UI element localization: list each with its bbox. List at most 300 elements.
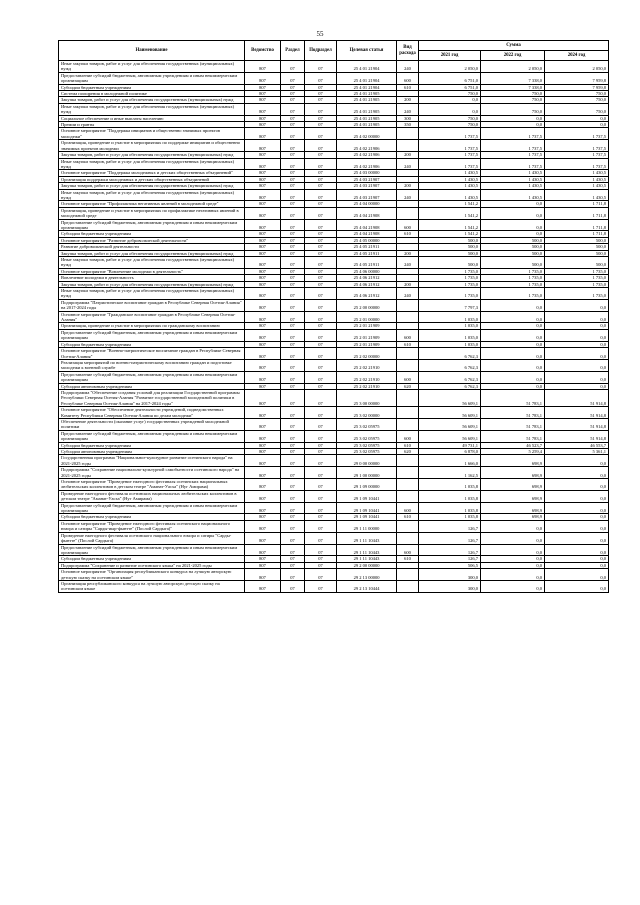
row-sum-2021: 500,0 [419, 237, 481, 243]
row-section: 07 [281, 183, 305, 189]
row-subsection: 07 [305, 84, 337, 90]
row-subsection: 07 [305, 532, 337, 544]
row-section: 07 [281, 115, 305, 121]
row-expense-type [397, 520, 419, 532]
row-target-article: 25 4 04 00000 [337, 201, 397, 207]
row-sum-2022: 0,0 [481, 299, 545, 311]
row-name: Основное мероприятие "Гражданское воспитание граждан в Республике Северная Осетия-Алания" [59, 311, 245, 323]
row-sum-2024: 0,0 [545, 455, 609, 467]
row-ministry: 807 [245, 207, 281, 219]
row-name: Основное мероприятие "Проведение ежегодного фестиваля осетинского национального юмора и сатиры "Сарды-иыр-фынтте" (Послой Сардыга)" [59, 520, 245, 532]
row-sum-2024: 0,0 [545, 479, 609, 491]
row-expense-type: 610 [397, 341, 419, 347]
row-name: Премии и гранты [59, 122, 245, 128]
row-expense-type: 610 [397, 84, 419, 90]
row-ministry: 807 [245, 520, 281, 532]
row-ministry: 807 [245, 288, 281, 300]
row-sum-2021: 1 737,5 [419, 140, 481, 152]
row-sum-2022: 0,0 [481, 348, 545, 360]
row-subsection: 07 [305, 103, 337, 115]
row-sum-2021: 1 541,2 [419, 219, 481, 231]
table-body [59, 61, 609, 593]
table-header [59, 41, 609, 61]
table-row [59, 455, 609, 467]
row-sum-2024: 51 914,8 [545, 407, 609, 419]
row-ministry: 807 [245, 389, 281, 406]
row-expense-type: 350 [397, 122, 419, 128]
row-name: Основное мероприятие "Поддержка инициатив и общественно значимых проектов молодежи" [59, 128, 245, 140]
header-year-2024: 2024 год [545, 51, 609, 61]
row-ministry: 807 [245, 502, 281, 514]
row-sum-2022: 1 737,5 [481, 140, 545, 152]
row-target-article: 25 2 01 21909 [337, 329, 397, 341]
row-target-article: 29 1 11 10443 [337, 556, 397, 562]
row-sum-2022: 0,0 [481, 323, 545, 329]
row-ministry: 807 [245, 250, 281, 256]
row-section: 07 [281, 201, 305, 207]
row-target-article: 29 1 11 00000 [337, 520, 397, 532]
row-sum-2022: 0,0 [481, 359, 545, 371]
row-sum-2021: 126,7 [419, 520, 481, 532]
row-sum-2024: 0,0 [545, 569, 609, 581]
row-sum-2024: 51 914,8 [545, 389, 609, 406]
row-sum-2021: 126,7 [419, 556, 481, 562]
row-ministry: 807 [245, 514, 281, 520]
row-name: Субсидии бюджетным учреждениям [59, 514, 245, 520]
table-row [59, 189, 609, 201]
row-subsection: 07 [305, 580, 337, 592]
row-name: Иные закупки товаров, работ и услуг для обеспечения государственных (муниципальных) нужд [59, 103, 245, 115]
row-section: 07 [281, 128, 305, 140]
row-ministry: 807 [245, 442, 281, 448]
row-sum-2022: 51 783,1 [481, 430, 545, 442]
row-sum-2022: 0,0 [481, 115, 545, 121]
row-name: Субсидии автономным учреждениям [59, 383, 245, 389]
row-section: 07 [281, 299, 305, 311]
row-sum-2021: 6 878,0 [419, 449, 481, 455]
row-sum-2024: 750,0 [545, 91, 609, 97]
row-target-article: 29 2 13 10444 [337, 580, 397, 592]
row-section: 07 [281, 580, 305, 592]
row-sum-2024: 1 735,0 [545, 275, 609, 281]
row-section: 07 [281, 348, 305, 360]
row-target-article: 25 3 00 00000 [337, 389, 397, 406]
row-section: 07 [281, 371, 305, 383]
row-sum-2021: 1 035,8 [419, 479, 481, 491]
row-ministry: 807 [245, 580, 281, 592]
row-sum-2024: 500,0 [545, 257, 609, 269]
row-sum-2021: 1 541,2 [419, 201, 481, 207]
row-sum-2022: 1 735,0 [481, 281, 545, 287]
row-sum-2022: 0,0 [481, 383, 545, 389]
row-target-article: 29 1 09 10441 [337, 490, 397, 502]
row-sum-2024: 0,0 [545, 580, 609, 592]
row-name: Иные закупки товаров, работ и услуг для обеспечения государственных (муниципальных) нужд [59, 61, 245, 73]
row-sum-2022: 500,0 [481, 244, 545, 250]
row-sum-2024: 1 735,0 [545, 288, 609, 300]
row-sum-2022: 0,0 [481, 580, 545, 592]
row-target-article: 25 4 02 21906 [337, 140, 397, 152]
row-sum-2021: 0,0 [419, 97, 481, 103]
row-target-article: 29 1 11 10443 [337, 544, 397, 556]
row-target-article: 25 3 02 00000 [337, 407, 397, 419]
row-subsection: 07 [305, 219, 337, 231]
row-ministry: 807 [245, 140, 281, 152]
row-expense-type: 610 [397, 514, 419, 520]
row-ministry: 807 [245, 268, 281, 274]
row-subsection: 07 [305, 442, 337, 448]
row-name: Предоставление субсидий бюджетным, автономным учреждениям и иным некоммерческим организациям [59, 502, 245, 514]
table-row [59, 103, 609, 115]
table-row [59, 329, 609, 341]
row-sum-2021: 1 737,5 [419, 152, 481, 158]
row-ministry: 807 [245, 299, 281, 311]
row-sum-2024: 750,0 [545, 103, 609, 115]
row-sum-2024: 1 737,5 [545, 140, 609, 152]
row-ministry: 807 [245, 371, 281, 383]
row-section: 07 [281, 268, 305, 274]
row-expense-type: 200 [397, 281, 419, 287]
row-ministry: 807 [245, 183, 281, 189]
row-sum-2022: 0,0 [481, 520, 545, 532]
row-ministry: 807 [245, 231, 281, 237]
row-section: 07 [281, 237, 305, 243]
row-ministry: 807 [245, 244, 281, 250]
row-sum-2021: 1 430,5 [419, 189, 481, 201]
table-row [59, 532, 609, 544]
row-section: 07 [281, 467, 305, 479]
row-expense-type: 600 [397, 219, 419, 231]
row-name: Закупка товаров, работ и услуг для обеспечения государственных (муниципальных) нужд [59, 250, 245, 256]
row-sum-2021: 49 731,1 [419, 442, 481, 448]
row-subsection: 07 [305, 544, 337, 556]
row-subsection: 07 [305, 115, 337, 121]
row-sum-2024: 0,0 [545, 544, 609, 556]
row-subsection: 07 [305, 341, 337, 347]
row-name: Основное мероприятие "Вовлечение молодежи в деятельность" [59, 268, 245, 274]
row-section: 07 [281, 479, 305, 491]
row-sum-2022: 7 338,0 [481, 84, 545, 90]
row-subsection: 07 [305, 72, 337, 84]
row-sum-2024: 500,0 [545, 250, 609, 256]
row-expense-type: 240 [397, 158, 419, 170]
row-name: Организация, проведение и участие в мероприятиях по профилактике негативных явлений в молодежной среде [59, 207, 245, 219]
row-sum-2021: 6 751,0 [419, 84, 481, 90]
row-sum-2022: 698,9 [481, 467, 545, 479]
row-sum-2024: 500,0 [545, 237, 609, 243]
row-section: 07 [281, 122, 305, 128]
row-expense-type: 600 [397, 544, 419, 556]
header-expense-type: Вид расхода [397, 41, 419, 61]
row-ministry: 807 [245, 467, 281, 479]
row-expense-type: 600 [397, 502, 419, 514]
row-expense-type: 200 [397, 152, 419, 158]
row-sum-2022: 0,0 [481, 231, 545, 237]
row-sum-2021: 56 609,1 [419, 430, 481, 442]
row-sum-2024: 1 430,5 [545, 183, 609, 189]
row-sum-2022: 1 430,5 [481, 170, 545, 176]
row-sum-2024: 0,0 [545, 467, 609, 479]
row-section: 07 [281, 442, 305, 448]
row-expense-type [397, 128, 419, 140]
row-subsection: 07 [305, 268, 337, 274]
row-section: 07 [281, 257, 305, 269]
row-target-article: 25 4 01 21904 [337, 84, 397, 90]
row-target-article: 25 2 01 00000 [337, 311, 397, 323]
row-target-article: 25 4 06 00000 [337, 268, 397, 274]
row-section: 07 [281, 455, 305, 467]
row-target-article: 25 4 01 21904 [337, 72, 397, 84]
row-sum-2024: 0,0 [545, 562, 609, 568]
row-subsection: 07 [305, 176, 337, 182]
row-name: Организация республиканского конкурса на лучшую авторскую детскую сказку на осетинском языке [59, 580, 245, 592]
row-sum-2021: 2 050,0 [419, 61, 481, 73]
row-target-article: 25 2 00 00000 [337, 299, 397, 311]
row-sum-2022: 0,0 [481, 207, 545, 219]
row-expense-type [397, 389, 419, 406]
header-target-article: Целевая статья [337, 41, 397, 61]
row-ministry: 807 [245, 329, 281, 341]
row-ministry: 807 [245, 569, 281, 581]
row-sum-2021: 56 609,1 [419, 418, 481, 430]
row-sum-2021: 506,5 [419, 562, 481, 568]
row-expense-type: 200 [397, 183, 419, 189]
row-subsection: 07 [305, 207, 337, 219]
row-sum-2022: 2 050,0 [481, 61, 545, 73]
row-target-article: 29 2 00 00000 [337, 562, 397, 568]
row-name: Закупка товаров, работ и услуг для обеспечения государственных (муниципальных) нужд [59, 152, 245, 158]
row-ministry: 807 [245, 556, 281, 562]
row-section: 07 [281, 61, 305, 73]
row-expense-type [397, 407, 419, 419]
row-sum-2021: 300,0 [419, 580, 481, 592]
row-sum-2024: 750,0 [545, 97, 609, 103]
row-sum-2021: 750,0 [419, 122, 481, 128]
row-target-article: 25 2 02 21910 [337, 359, 397, 371]
row-sum-2024: 1 737,5 [545, 158, 609, 170]
row-name: Проведение ежегодного фестиваля осетинских национальных любительских коллективов в детском театре "Аманат-Уасха" (Нуг Амирама) [59, 490, 245, 502]
row-sum-2021: 1 737,5 [419, 158, 481, 170]
row-subsection: 07 [305, 250, 337, 256]
row-sum-2021: 6 762,3 [419, 348, 481, 360]
row-name: Развитие добровольческой деятельности [59, 244, 245, 250]
row-section: 07 [281, 231, 305, 237]
table-row [59, 407, 609, 419]
row-sum-2024: 0,0 [545, 122, 609, 128]
row-sum-2022: 0,0 [481, 532, 545, 544]
table-row [59, 520, 609, 532]
header-section: Раздел [281, 41, 305, 61]
row-sum-2022: 0,0 [481, 311, 545, 323]
table-row [59, 207, 609, 219]
table-row [59, 128, 609, 140]
row-sum-2022: 0,0 [481, 569, 545, 581]
row-section: 07 [281, 544, 305, 556]
row-target-article: 25 4 06 21912 [337, 288, 397, 300]
row-sum-2022: 698,9 [481, 490, 545, 502]
row-ministry: 807 [245, 544, 281, 556]
row-sum-2022: 0,0 [481, 556, 545, 562]
row-sum-2021: 1 035,8 [419, 502, 481, 514]
row-subsection: 07 [305, 237, 337, 243]
row-ministry: 807 [245, 562, 281, 568]
row-ministry: 807 [245, 532, 281, 544]
row-target-article: 25 4 01 21904 [337, 61, 397, 73]
row-sum-2024: 0,0 [545, 341, 609, 347]
table-row [59, 544, 609, 556]
table-row [59, 257, 609, 269]
row-target-article: 29 1 00 00000 [337, 467, 397, 479]
row-name: Субсидии бюджетным учреждениям [59, 231, 245, 237]
row-expense-type [397, 467, 419, 479]
row-subsection: 07 [305, 201, 337, 207]
row-expense-type: 200 [397, 250, 419, 256]
row-section: 07 [281, 244, 305, 250]
row-sum-2022: 46 523,7 [481, 442, 545, 448]
table-row [59, 299, 609, 311]
row-sum-2022: 698,9 [481, 502, 545, 514]
row-ministry: 807 [245, 418, 281, 430]
row-subsection: 07 [305, 299, 337, 311]
row-sum-2022: 0,0 [481, 219, 545, 231]
row-sum-2024: 1 430,5 [545, 170, 609, 176]
row-sum-2022: 51 783,1 [481, 407, 545, 419]
row-expense-type [397, 140, 419, 152]
row-target-article: 25 4 03 00000 [337, 170, 397, 176]
row-sum-2024: 0,0 [545, 502, 609, 514]
row-name: Закупка товаров, работ и услуг для обеспечения государственных (муниципальных) нужд [59, 281, 245, 287]
row-section: 07 [281, 532, 305, 544]
row-target-article: 25 2 02 21910 [337, 371, 397, 383]
row-sum-2022: 0,0 [481, 371, 545, 383]
row-ministry: 807 [245, 407, 281, 419]
row-sum-2022: 0,0 [481, 562, 545, 568]
row-expense-type [397, 207, 419, 219]
row-subsection: 07 [305, 502, 337, 514]
row-name: Основное мероприятие "Проведение ежегодного фестиваля осетинских национальных любительских коллективов в детском театре "Аманат-Уасха" (Нуг Амирама) [59, 479, 245, 491]
row-sum-2022: 1 737,5 [481, 158, 545, 170]
row-expense-type: 600 [397, 430, 419, 442]
row-expense-type: 620 [397, 383, 419, 389]
row-name: Субсидии бюджетным учреждениям [59, 84, 245, 90]
row-target-article: 25 4 05 21911 [337, 257, 397, 269]
row-subsection: 07 [305, 371, 337, 383]
row-sum-2021: 300,0 [419, 569, 481, 581]
row-name: Закупка товаров, работ и услуг для обеспечения государственных (муниципальных) нужд [59, 183, 245, 189]
row-section: 07 [281, 219, 305, 231]
row-ministry: 807 [245, 219, 281, 231]
row-sum-2022: 7 338,0 [481, 72, 545, 84]
row-expense-type [397, 490, 419, 502]
row-target-article: 25 4 03 21907 [337, 189, 397, 201]
row-expense-type: 600 [397, 329, 419, 341]
table-row [59, 140, 609, 152]
row-sum-2021: 1 666,0 [419, 455, 481, 467]
row-ministry: 807 [245, 97, 281, 103]
row-subsection: 07 [305, 152, 337, 158]
row-sum-2022: 750,0 [481, 103, 545, 115]
row-sum-2024: 1 711,8 [545, 231, 609, 237]
row-sum-2024: 51 914,8 [545, 418, 609, 430]
row-expense-type: 610 [397, 442, 419, 448]
row-sum-2021: 500,0 [419, 257, 481, 269]
header-sum: Сумма [419, 41, 609, 51]
row-section: 07 [281, 91, 305, 97]
row-expense-type [397, 569, 419, 581]
row-name: Предоставление субсидий бюджетным, автономным учреждениям и иным некоммерческим организациям [59, 329, 245, 341]
row-sum-2024: 0,0 [545, 329, 609, 341]
row-sum-2021: 1 162,5 [419, 467, 481, 479]
row-section: 07 [281, 407, 305, 419]
row-target-article: 29 0 00 00000 [337, 455, 397, 467]
row-subsection: 07 [305, 128, 337, 140]
row-subsection: 07 [305, 170, 337, 176]
row-subsection: 07 [305, 455, 337, 467]
row-name: Система поощрения в молодежной политике [59, 91, 245, 97]
row-section: 07 [281, 418, 305, 430]
row-subsection: 07 [305, 91, 337, 97]
row-subsection: 07 [305, 275, 337, 281]
row-sum-2024: 5 361,1 [545, 449, 609, 455]
row-subsection: 07 [305, 514, 337, 520]
row-name: Подпрограмма "Сохранение национально-культурной самобытности осетинского народа" на 2021-2025 годы [59, 467, 245, 479]
row-section: 07 [281, 311, 305, 323]
row-sum-2024: 0,0 [545, 359, 609, 371]
row-ministry: 807 [245, 323, 281, 329]
row-target-article: 25 2 01 21909 [337, 341, 397, 347]
row-subsection: 07 [305, 244, 337, 250]
row-name: Обеспечение деятельности (оказание услуг) государственных учреждений молодежной политики [59, 418, 245, 430]
row-subsection: 07 [305, 389, 337, 406]
row-sum-2024: 1 711,8 [545, 201, 609, 207]
row-name: Основное мероприятие "Обеспечение деятельности учреждений, подведомственных Комитету Республики Северная Осетия-Алания по делам молодежи" [59, 407, 245, 419]
row-sum-2021: 1 035,0 [419, 341, 481, 347]
header-year-2021: 2021 год [419, 51, 481, 61]
row-section: 07 [281, 207, 305, 219]
row-target-article: 25 4 06 21912 [337, 281, 397, 287]
table-row [59, 569, 609, 581]
row-target-article: 25 4 04 21908 [337, 219, 397, 231]
row-subsection: 07 [305, 288, 337, 300]
row-section: 07 [281, 329, 305, 341]
row-sum-2022: 1 735,0 [481, 268, 545, 274]
row-subsection: 07 [305, 418, 337, 430]
row-sum-2021: 1 035,0 [419, 329, 481, 341]
row-target-article: 25 4 01 21905 [337, 115, 397, 121]
row-sum-2022: 698,9 [481, 455, 545, 467]
row-expense-type: 240 [397, 288, 419, 300]
row-name: Субсидии бюджетным учреждениям [59, 442, 245, 448]
row-ministry: 807 [245, 176, 281, 182]
row-target-article: 29 2 13 00000 [337, 569, 397, 581]
table-row [59, 219, 609, 231]
row-sum-2022: 1 737,5 [481, 128, 545, 140]
row-sum-2022: 0,0 [481, 329, 545, 341]
row-ministry: 807 [245, 281, 281, 287]
row-target-article: 25 4 01 21905 [337, 91, 397, 97]
row-target-article: 25 4 02 00000 [337, 128, 397, 140]
row-ministry: 807 [245, 455, 281, 467]
row-sum-2024: 0,0 [545, 532, 609, 544]
row-sum-2021: 1 735,0 [419, 268, 481, 274]
row-expense-type [397, 455, 419, 467]
row-subsection: 07 [305, 183, 337, 189]
row-sum-2024: 0,0 [545, 514, 609, 520]
row-name: Организация, проведение и участие в мероприятиях по поддержке инициатив и общественно значимых проектов молодежи [59, 140, 245, 152]
row-sum-2022: 51 783,1 [481, 389, 545, 406]
row-subsection: 07 [305, 562, 337, 568]
row-name: Организация, проведение и участие в мероприятиях по гражданскому воспитанию [59, 323, 245, 329]
